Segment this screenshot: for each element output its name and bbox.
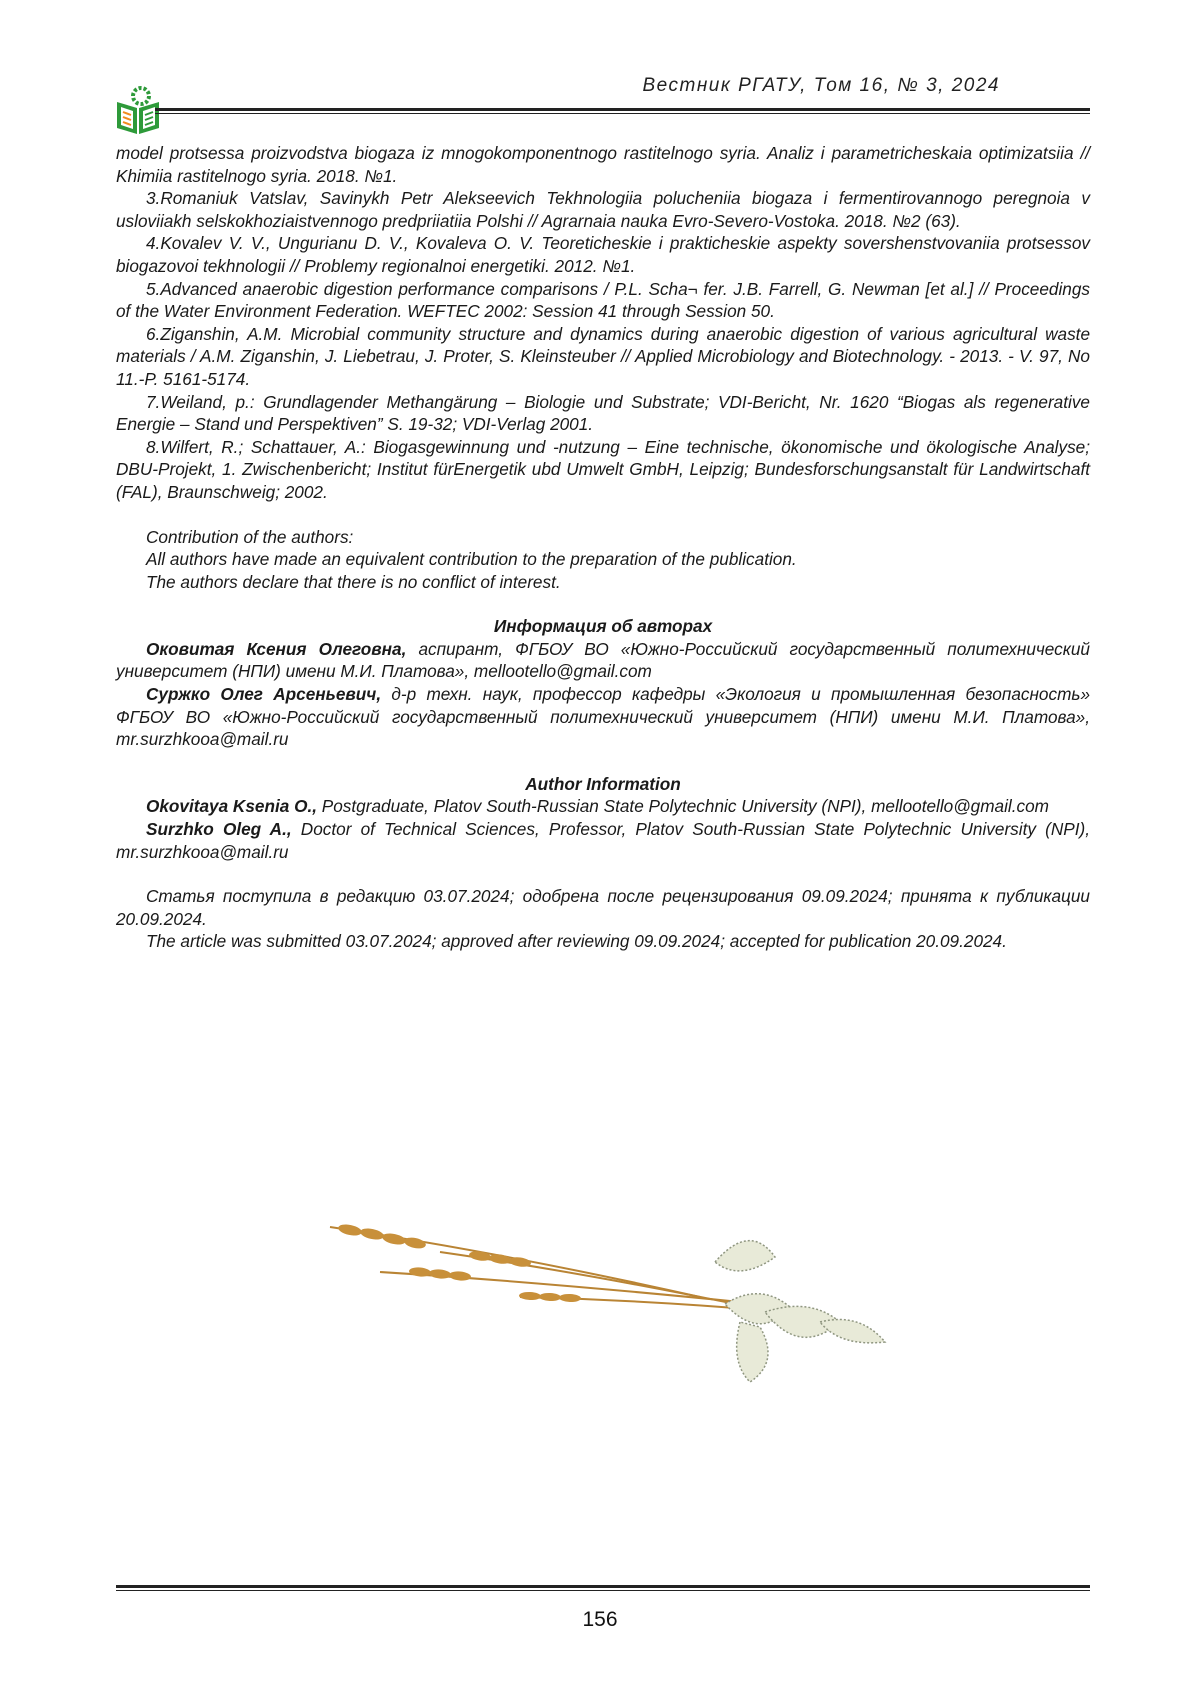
- header-rule-thin: [155, 113, 1090, 114]
- footer-rule: [116, 1585, 1090, 1588]
- article-dates-ru: Статья поступила в редакцию 03.07.2024; одобрена после рецензирования 09.09.2024; принята к публикации 20.09.2024.: [116, 886, 1090, 929]
- reference-item: 7.Weiland, p.: Grundlagender Methangärung – Biologie und Substrate; VDI-Bericht, Nr. 1620 “Biogas als regenerative Energie – Stand und Perspektiven” S. 19-32; VDI-Verlag 2001.: [116, 391, 1090, 435]
- reference-item: 3.Romaniuk Vatslav, Savinykh Petr Alekseevich Tekhnologiia polucheniia biogaza i fermentirovannogo peregnoia v usloviiakh selskokhoziaistvennogo predpriiatiia Polshi // Agrarnaia nauka Evro-Severo-Vostoka. 2018. №2 (63).: [116, 188, 1090, 231]
- author-name: Оковитая Ксения Олеговна,: [146, 638, 407, 659]
- author-entry-en: [116, 795, 1090, 818]
- wheat-ears-ribbon-icon: [320, 1212, 895, 1387]
- author-entry-ru: [116, 638, 1090, 683]
- authors-heading-en: Author Information: [525, 773, 681, 794]
- author-details: аспирант, ФГБОУ ВО «Южно-Российский государственный политехнический университет (НПИ) имени М.И. Платова», mellootello@gmail.com: [116, 638, 1090, 682]
- author-entry-en: [116, 818, 1090, 863]
- conflict-statement: The authors declare that there is no conflict of interest.: [146, 571, 561, 592]
- reference-item: 6.Ziganshin, A.M. Microbial community structure and dynamics during anaerobic digestion of various agricultural waste materials / A.M. Ziganshin, J. Liebetrau, J. Proter, S. Kleinsteuber // Applied Microbiology and Biotechnology. - 2013. - V. 97, No 11.-P. 5161-5174.: [116, 323, 1090, 389]
- reference-item: 8.Wilfert, R.; Schattauer, A.: Biogasgewinnung und -nutzung – Eine technische, ökonomische und ökologische Analyse; DBU-Projekt, 1. Zwischenbericht; Institut fürEnergetik ubd Umwelt GmbH, Leipzig; Bundesforschungsanstalt für Landwirtschaft (FAL), Braunschweig; 2002.: [116, 436, 1090, 502]
- contribution-heading: Contribution of the authors:: [146, 526, 354, 547]
- author-entry-ru: [116, 683, 1090, 751]
- journal-title: Вестник РГАТУ, Том 16, № 3, 2024: [642, 75, 1000, 96]
- footer-rule-thin: [116, 1590, 1090, 1591]
- author-name: Surzhko Oleg A.,: [146, 819, 292, 840]
- author-details: Postgraduate, Platov South-Russian State Polytechnic University (NPI), mellootello@gmail.com: [317, 796, 1049, 817]
- author-name: Суржко Олег Арсеньевич,: [146, 684, 382, 705]
- article-dates-en: The article was submitted 03.07.2024; approved after reviewing 09.09.2024; accepted for publication 20.09.2024.: [146, 931, 1007, 952]
- contribution-statement: All authors have made an equivalent contribution to the preparation of the publication.: [146, 549, 797, 570]
- reference-continuation: model protsessa proizvodstva biogaza iz mnogokomponentnogo rastitelnogo syria. Analiz i parametricheskaia optimizatsiia // Khimiia rastitelnogo syria. 2018. №1.: [116, 143, 1090, 186]
- reference-item: 4.Kovalev V. V., Ungurianu D. V., Kovaleva O. V. Teoreticheskie i prakticheskie aspekty sovershenstvovaniia protsessov biogazovoi tekhnologii // Problemy regionalnoi energetiki. 2012. №1.: [116, 233, 1090, 276]
- author-details: д-р техн. наук, профессор кафедры «Экология и промышленная безопасность» ФГБОУ ВО «Южно-Российский государственный политехнический университет (НПИ) имени М.И. Платова», mr.surzhkooa@mail.ru: [116, 684, 1090, 750]
- author-details: Doctor of Technical Sciences, Professor, Platov South-Russian State Polytechnic University (NPI), mr.surzhkooa@mail.ru: [116, 819, 1090, 862]
- page-content: [116, 142, 1090, 953]
- header-rule: [155, 108, 1090, 111]
- author-name: Okovitaya Ksenia O.,: [146, 796, 317, 817]
- reference-item: 5.Advanced anaerobic digestion performance comparisons / P.L. Scha¬ fer. J.B. Farrell, G. Newman [et al.] // Proceedings of the Water Environment Federation. WEFTEC 2002: Session 41 through Session 50.: [116, 278, 1090, 322]
- page-number: 156: [582, 1608, 618, 1631]
- authors-heading-ru: Информация об авторах: [493, 616, 713, 637]
